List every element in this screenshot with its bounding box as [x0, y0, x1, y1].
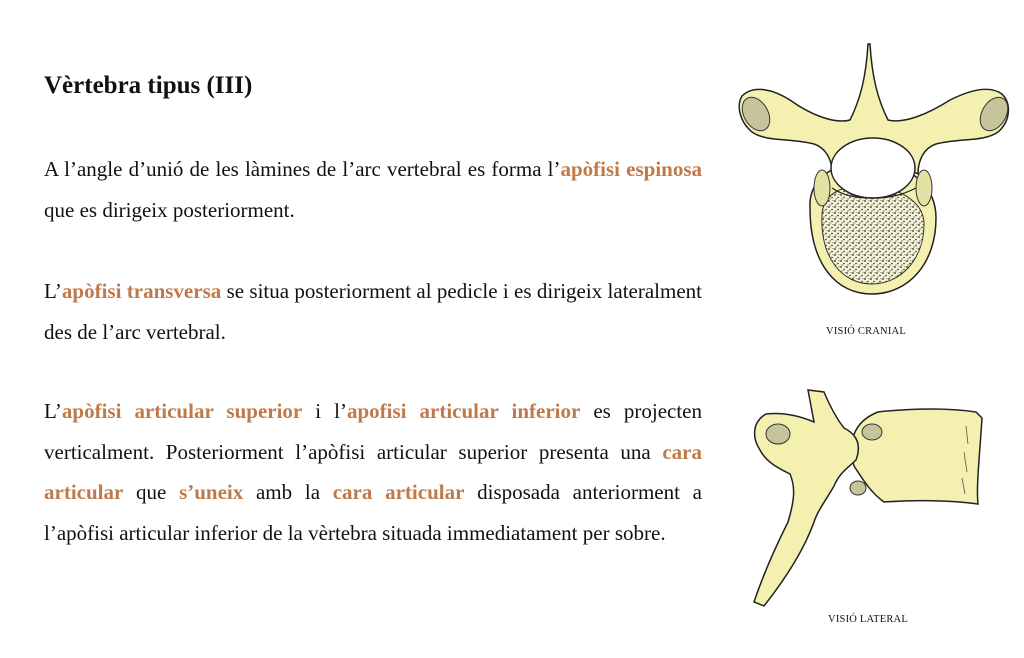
superior-articular-right — [916, 170, 932, 206]
text-segment: es projecten verticalment. Posteriorment l’apòfisi articular superior presenta una — [44, 399, 702, 464]
highlight-term: apofisi articular inferior — [346, 399, 581, 423]
highlight-term: apòfisi articular superior — [61, 399, 303, 423]
text-segment: que — [123, 480, 180, 504]
text-segment: L’ — [44, 399, 62, 423]
lateral-arch — [754, 390, 858, 606]
text-segment: L’ — [44, 279, 62, 303]
highlight-term: apòfisi transversa — [61, 279, 222, 303]
highlight-term: s’uneix — [179, 480, 244, 504]
caption-cranial-view: VISIÓ CRANIAL — [826, 326, 906, 337]
text-segment: se situa posteriorment al pedicle i es dirigeix lateralment des de l’arc vertebral. — [44, 279, 702, 344]
lateral-costal-facet-lower — [850, 481, 866, 495]
highlight-term: cara articular — [44, 439, 702, 504]
text-segment: A l’angle d’unió de les làmines de l’arc vertebral es forma l’ — [44, 157, 561, 181]
vertebral-foramen — [831, 138, 915, 198]
lateral-transverse-facet — [766, 424, 790, 444]
page-title: Vèrtebra tipus (III) — [44, 72, 253, 99]
lateral-costal-facet-upper — [862, 424, 882, 440]
superior-articular-left — [814, 170, 830, 206]
lateral-vertebral-body — [852, 409, 982, 504]
caption-lateral-view: VISIÓ LATERAL — [828, 614, 908, 625]
text-segment: amb la — [243, 480, 333, 504]
highlight-term: apòfisi espinosa — [560, 157, 703, 181]
vertebra-lateral-view-illustration — [744, 382, 988, 610]
text-segment: que es dirigeix posteriorment. — [44, 197, 295, 222]
text-segment: i l’ — [302, 399, 347, 423]
vertebra-cranial-view-illustration — [732, 38, 1016, 320]
highlight-term: cara articular — [332, 480, 465, 504]
paragraph-spinous-process — [44, 149, 702, 230]
text-segment: disposada anteriorment a l’apòfisi articular inferior de la vèrtebra situada immediatament per sobre. — [44, 480, 702, 545]
paragraph-transverse-process — [44, 271, 702, 352]
paragraph-articular-processes — [44, 391, 702, 553]
